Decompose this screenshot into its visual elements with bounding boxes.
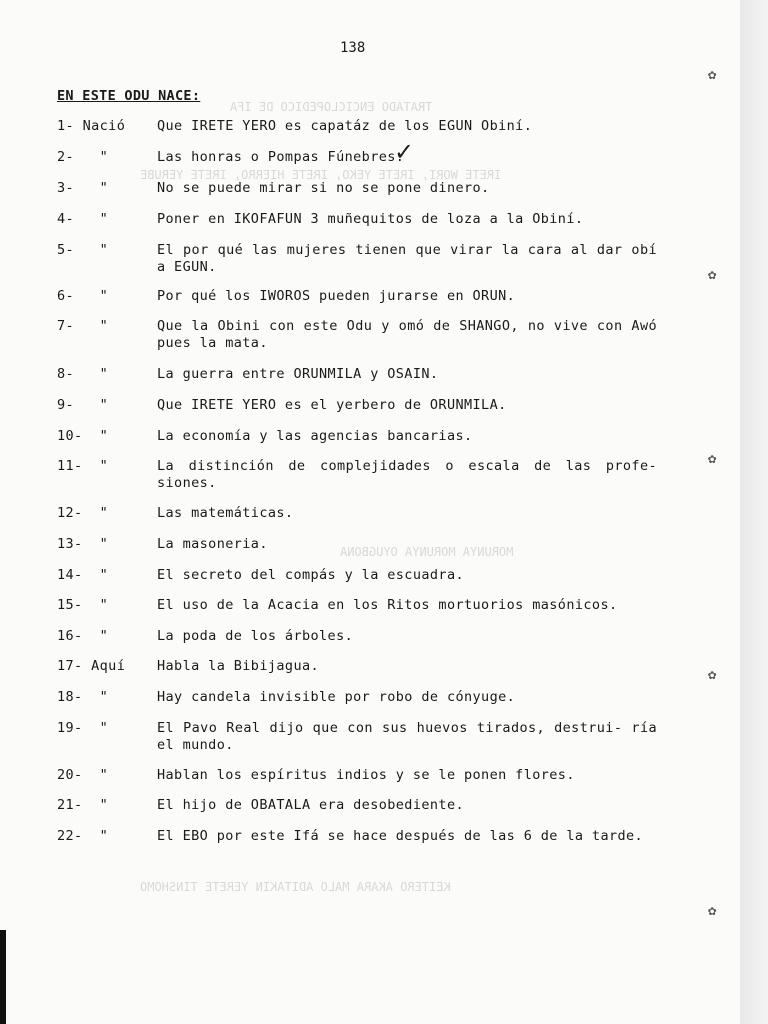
item-text: Habla la Bibijagua.: [157, 658, 320, 674]
checkmark-icon: ✓: [394, 138, 415, 166]
list-item: [57, 288, 657, 305]
page-number: 138: [340, 40, 366, 56]
list-item: [57, 689, 657, 706]
list-item: [57, 318, 657, 352]
item-text: La guerra entre ORUNMILA y OSAIN.: [157, 366, 439, 382]
item-number: 9- ": [57, 397, 109, 413]
binding-hole-icon: ✿: [708, 451, 717, 467]
list-item: [57, 397, 657, 414]
list-item: [57, 458, 657, 492]
item-number: 5- ": [57, 242, 109, 258]
item-text: No se puede mirar si no se pone dinero.: [157, 180, 490, 196]
item-number: 12- ": [57, 505, 109, 521]
item-number: 3- ": [57, 180, 109, 196]
item-text: El EBO por este Ifá se hace después de las 6 de la tarde.: [157, 828, 644, 844]
list-item: [57, 720, 657, 754]
item-text: Las honras o Pompas Fúnebres.: [157, 149, 405, 165]
item-number: 13- ": [57, 536, 109, 552]
list-item: [57, 366, 657, 383]
list-item: [57, 797, 657, 814]
item-number: 18- ": [57, 689, 109, 705]
item-number: 4- ": [57, 211, 109, 227]
item-text: Por qué los IWOROS pueden jurarse en ORUN.: [157, 288, 516, 304]
item-number: 22- ": [57, 828, 109, 844]
item-text: El uso de la Acacia en los Ritos mortuorios masónicos.: [157, 597, 618, 613]
item-text: Que la Obini con este Odu y omó de SHANGO, no vive con Awó pues la mata.: [157, 318, 657, 351]
item-text: La distinción de complejidades o escala de las profe- siones.: [157, 458, 657, 491]
item-number: 7- ": [57, 318, 109, 334]
item-number: 16- ": [57, 628, 109, 644]
list-item: [57, 242, 657, 276]
list-item: [57, 567, 657, 584]
item-number: 17- Aquí: [57, 658, 126, 674]
item-number: 20- ": [57, 767, 109, 783]
item-text: El hijo de OBATALA era desobediente.: [157, 797, 464, 813]
list-item: [57, 180, 657, 197]
item-text: La economía y las agencias bancarias.: [157, 428, 473, 444]
binding-hole-icon: ✿: [708, 67, 717, 83]
list-item: [57, 767, 657, 784]
bleed-through-text: IRETE WORI, IRETE YEKO, IRETE HIERRO, IRETE YERUBE: [140, 168, 502, 182]
list-item: [57, 149, 657, 166]
list-item: [57, 828, 657, 845]
scan-edge: [0, 930, 6, 1024]
item-number: 2- ": [57, 149, 109, 165]
item-text: Poner en IKOFAFUN 3 muñequitos de loza a la Obiní.: [157, 211, 584, 227]
binding-hole-icon: ✿: [708, 667, 717, 683]
list-item: [57, 628, 657, 645]
list-item: [57, 118, 657, 135]
item-text: La poda de los árboles.: [157, 628, 354, 644]
item-number: 21- ": [57, 797, 109, 813]
bleed-through-text: MORUNYA MORUNYA OYUGBONA: [340, 545, 514, 559]
item-number: 6- ": [57, 288, 109, 304]
item-text: Las matemáticas.: [157, 505, 294, 521]
item-number: 10- ": [57, 428, 109, 444]
binding-hole-icon: ✿: [708, 267, 717, 283]
item-number: 14- ": [57, 567, 109, 583]
page-edge: [740, 0, 768, 1024]
binding-hole-icon: ✿: [708, 903, 717, 919]
list-item: [57, 505, 657, 522]
item-text: Que IRETE YERO es capatáz de los EGUN Obiní.: [157, 118, 533, 134]
item-number: 1- Nació: [57, 118, 126, 134]
list-item: [57, 211, 657, 228]
bleed-through-text: KEITERO AKARA MALO ADITAKIN YERETE TINSHOMO: [140, 880, 451, 894]
section-heading: EN ESTE ODU NACE:: [57, 88, 201, 104]
item-text: Hablan los espíritus indios y se le ponen flores.: [157, 767, 575, 783]
list-item: [57, 597, 657, 614]
bleed-through-text: TRATADO ENCICLOPEDICO DE IFA: [230, 100, 433, 114]
item-number: 11- ": [57, 458, 109, 474]
item-text: El Pavo Real dijo que con sus huevos tirados, destrui- ría el mundo.: [157, 720, 657, 753]
item-number: 19- ": [57, 720, 109, 736]
item-text: Hay candela invisible por robo de cónyuge.: [157, 689, 516, 705]
list-item: [57, 428, 657, 445]
item-text: El por qué las mujeres tienen que virar la cara al dar obí a EGUN.: [157, 242, 657, 275]
item-number: 8- ": [57, 366, 109, 382]
item-text: Que IRETE YERO es el yerbero de ORUNMILA.: [157, 397, 507, 413]
list-item: [57, 658, 657, 675]
item-text: La masoneria.: [157, 536, 268, 552]
item-text: El secreto del compás y la escuadra.: [157, 567, 464, 583]
item-number: 15- ": [57, 597, 109, 613]
